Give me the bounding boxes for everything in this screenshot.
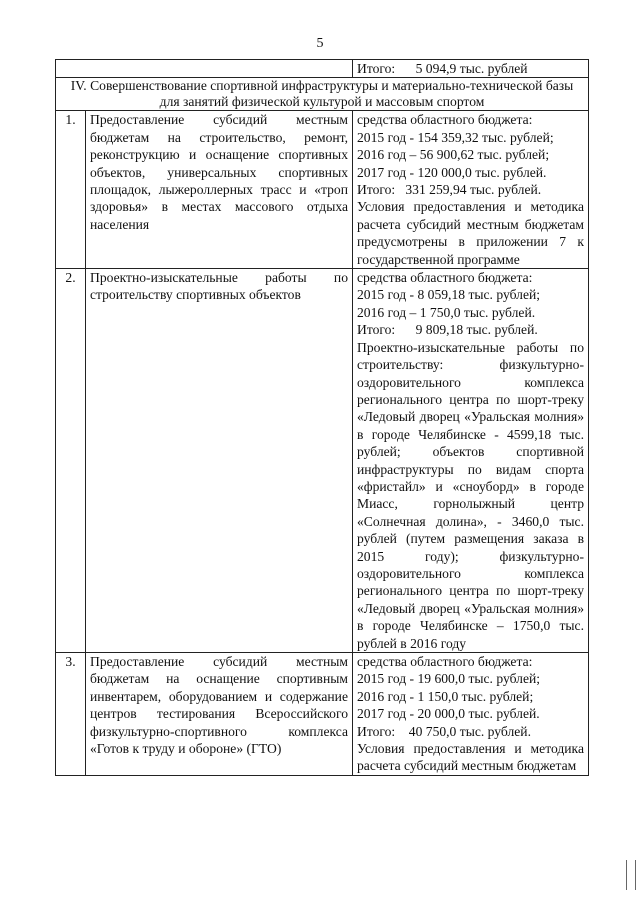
table-row	[56, 111, 589, 269]
funding-line: средства областного бюджета:	[357, 112, 533, 128]
funding-line: 2016 год – 56 900,62 тыс. рублей;	[357, 147, 550, 163]
page-number: 5	[316, 36, 324, 51]
funding-total: Итого: 40 750,0 тыс. рублей.	[357, 723, 531, 739]
funding-total: Итого: 9 809,18 тыс. рублей.	[357, 322, 538, 338]
funding-line: 2016 год – 1 750,0 тыс. рублей.	[357, 304, 536, 320]
table-row	[56, 269, 589, 653]
activity-name: Предоставление субсидий местным бюджетам на оснащение спортивным инвентарем, оборудованием и содержание центров тестирования Всероссийского физкультурно-спортивного комплекса «Готов к труду и обороне» (ГТО)	[86, 653, 353, 776]
funding-cell	[353, 111, 589, 269]
program-table	[55, 59, 589, 776]
activity-name: Проектно-изыскательные работы по строительству спортивных объектов	[86, 269, 353, 653]
funding-cell	[353, 269, 589, 653]
table-row-total	[56, 60, 589, 78]
section-title: IV. Совершенствование спортивной инфраструктуры и материально-технической базы для занятий физической культурой и массовым спортом	[56, 78, 589, 111]
table-row-section	[56, 78, 589, 111]
funding-line: 2017 год - 120 000,0 тыс. рублей.	[357, 164, 547, 180]
funding-line: средства областного бюджета:	[357, 270, 533, 286]
funding-note: Условия предоставления и методика расчета субсидий местным бюджетам предусмотрены в приложении 7 к государственной программе	[357, 199, 584, 267]
row-number: 3.	[56, 653, 86, 776]
funding-note: Проектно-изыскательные работы по строительству: физкультурно-оздоровительного комплекса регионального центра по шорт-треку «Ледовый дворец «Уральская молния» в городе Челябинске - 4599,18 тыс. рублей; объектов спортивной инфраструктуры по видам спорта «фристайл» и «сноуборд» в городе Миасс, горнолыжный центр «Солнечная долина», - 3460,0 тыс. рублей (путем размещения заказа в 2015 году); физкультурно-оздоровительного комплекса регионального центра по шорт-треку «Ледовый дворец «Уральская молния» в городе Челябинске – 1750,0 тыс. рублей в 2016 году	[357, 339, 584, 651]
funding-total: Итого: 331 259,94 тыс. рублей.	[357, 182, 542, 198]
activity-name: Предоставление субсидий местным бюджетам на строительство, ремонт, реконструкцию и оснащение спортивных объектов, универсальных спортивных площадок, лыжероллерных трасс и «троп здоровья» в местах массового отдыха населения	[86, 111, 353, 269]
funding-line: средства областного бюджета:	[357, 654, 533, 669]
funding-line: 2015 год - 8 059,18 тыс. рублей;	[357, 287, 541, 303]
funding-line: 2015 год - 19 600,0 тыс. рублей;	[357, 671, 541, 687]
table-row	[56, 653, 589, 776]
funding-line: 2017 год - 20 000,0 тыс. рублей.	[357, 706, 540, 722]
row-number: 1.	[56, 111, 86, 269]
funding-line: 2015 год - 154 359,32 тыс. рублей;	[357, 129, 554, 145]
margin-mark	[626, 860, 636, 890]
funding-note: Условия предоставления и методика расчета субсидий местным бюджетам	[357, 741, 584, 774]
row-number: 2.	[56, 269, 86, 653]
top-total: Итого: 5 094,9 тыс. рублей	[353, 60, 589, 78]
funding-cell	[353, 653, 589, 776]
funding-line: 2016 год - 1 150,0 тыс. рублей;	[357, 688, 534, 704]
